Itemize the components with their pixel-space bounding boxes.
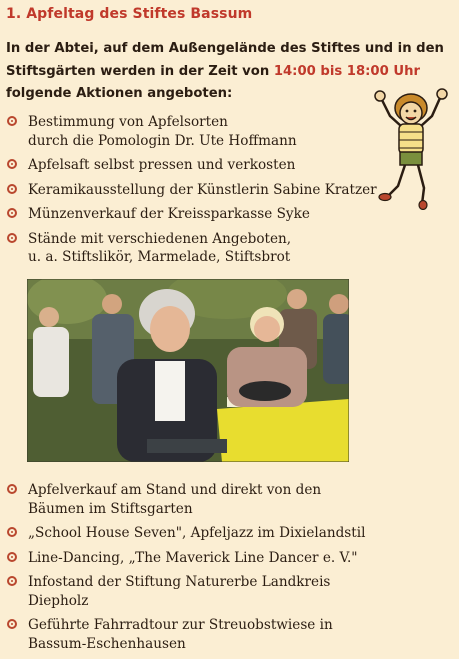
list-item-line: Infostand der Stiftung Naturerbe Landkreis Diepholz <box>28 574 331 609</box>
page-title: 1. Apfeltag des Stiftes Bassum <box>6 6 253 22</box>
list-item-line: Stände mit verschiedenen Angeboten, <box>28 230 292 247</box>
list-item <box>6 549 386 568</box>
ring-bullet-icon <box>7 552 17 562</box>
list-item-line: Münzenverkauf der Kreissparkasse Syke <box>28 206 310 222</box>
list-item-line: Bestimmung von Apfelsorten <box>28 114 228 130</box>
event-photo <box>27 279 349 462</box>
ring-bullet-icon <box>7 208 17 218</box>
intro-text-before: In der Abtei, auf dem Außengelände des Stiftes und in den Stiftsgärten werden in der Zeit von <box>6 41 444 79</box>
list-item-line: „School House Seven", Apfeljazz im Dixielandstil <box>28 525 366 541</box>
list-item-line: Apfelsaft selbst pressen und verkosten <box>28 157 296 173</box>
list-item-line: u. a. Stiftslikör, Marmelade, Stiftsbrot <box>28 249 291 265</box>
list-item <box>6 230 386 267</box>
list-item <box>6 573 386 610</box>
list-item-line: Keramikausstellung der Künstlerin Sabine Kratzer <box>28 181 377 198</box>
list-item <box>6 205 386 224</box>
list-item <box>6 524 386 543</box>
ring-bullet-icon <box>7 484 17 494</box>
ring-bullet-icon <box>7 527 17 537</box>
ring-bullet-icon <box>7 159 17 169</box>
ring-bullet-icon <box>7 619 17 629</box>
list-item <box>6 156 386 175</box>
list-item-line: Line-Dancing, „The Maverick Line Dancer e. V." <box>28 549 358 566</box>
ring-bullet-icon <box>7 576 17 586</box>
list-item-line: Geführte Fahrradtour zur Streuobstwiese in <box>28 617 333 633</box>
activity-list-top <box>6 113 386 273</box>
list-item-line: Bassum-Eschenhausen <box>28 635 186 652</box>
list-item <box>6 113 386 150</box>
list-item-line: Apfelverkauf am Stand und direkt von den <box>28 482 322 498</box>
list-item <box>6 481 386 518</box>
activity-list-bottom <box>6 481 386 659</box>
list-item-line: Bäumen im Stiftsgarten <box>28 500 193 517</box>
list-item-line: durch die Pomologin Dr. Ute Hoffmann <box>28 132 297 149</box>
ring-bullet-icon <box>7 233 17 243</box>
list-item <box>6 616 386 653</box>
list-item <box>6 181 386 200</box>
event-time: 14:00 bis 18:00 Uhr <box>273 63 420 79</box>
intro-text-after: folgende Aktionen angeboten: <box>6 86 233 101</box>
ring-bullet-icon <box>7 116 17 126</box>
ring-bullet-icon <box>7 184 17 194</box>
